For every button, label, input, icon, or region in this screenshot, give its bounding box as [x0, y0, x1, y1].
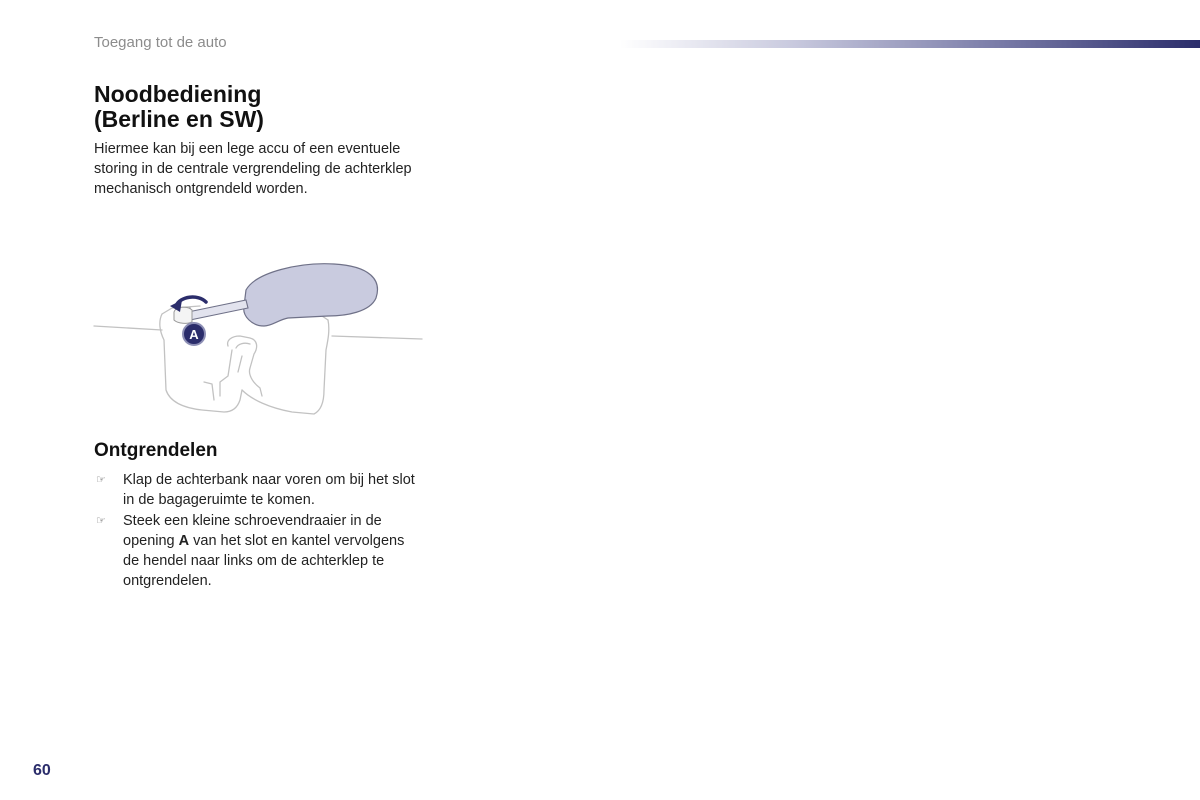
page-title-line-2: (Berline en SW)	[94, 106, 264, 132]
intro-paragraph: Hiermee kan bij een lege accu of een eventuele storing in de centrale vergrendeling de achterklep mechanisch ontgrendeld worden.	[94, 141, 412, 197]
pointing-hand-icon: ☞	[96, 514, 106, 527]
page-title	[94, 82, 424, 132]
illustration-label-a: A	[189, 327, 199, 342]
page-number: 60	[33, 762, 51, 779]
pointing-hand-icon: ☞	[96, 474, 106, 486]
list-item	[94, 470, 424, 511]
header-gradient-bar	[620, 40, 1200, 48]
screwdriver-lock-illustration	[92, 250, 424, 422]
steps-list	[94, 470, 424, 592]
step-text-after: van het slot en kantel vervolgens de hendel naar links om de achterklep te ontgrendelen.	[123, 532, 405, 590]
step-text-before: Steek een kleine schroevendraaier in de opening	[123, 512, 382, 549]
page-title-line-1: Noodbediening	[94, 81, 262, 107]
list-item	[94, 511, 424, 592]
step-text: Klap de achterbank naar voren om bij het slot in de bagageruimte te komen.	[123, 472, 415, 509]
subheading-ontgrendelen: Ontgrendelen	[94, 440, 218, 461]
section-header: Toegang tot de auto	[94, 34, 227, 51]
step-text-bold: A	[178, 532, 190, 549]
